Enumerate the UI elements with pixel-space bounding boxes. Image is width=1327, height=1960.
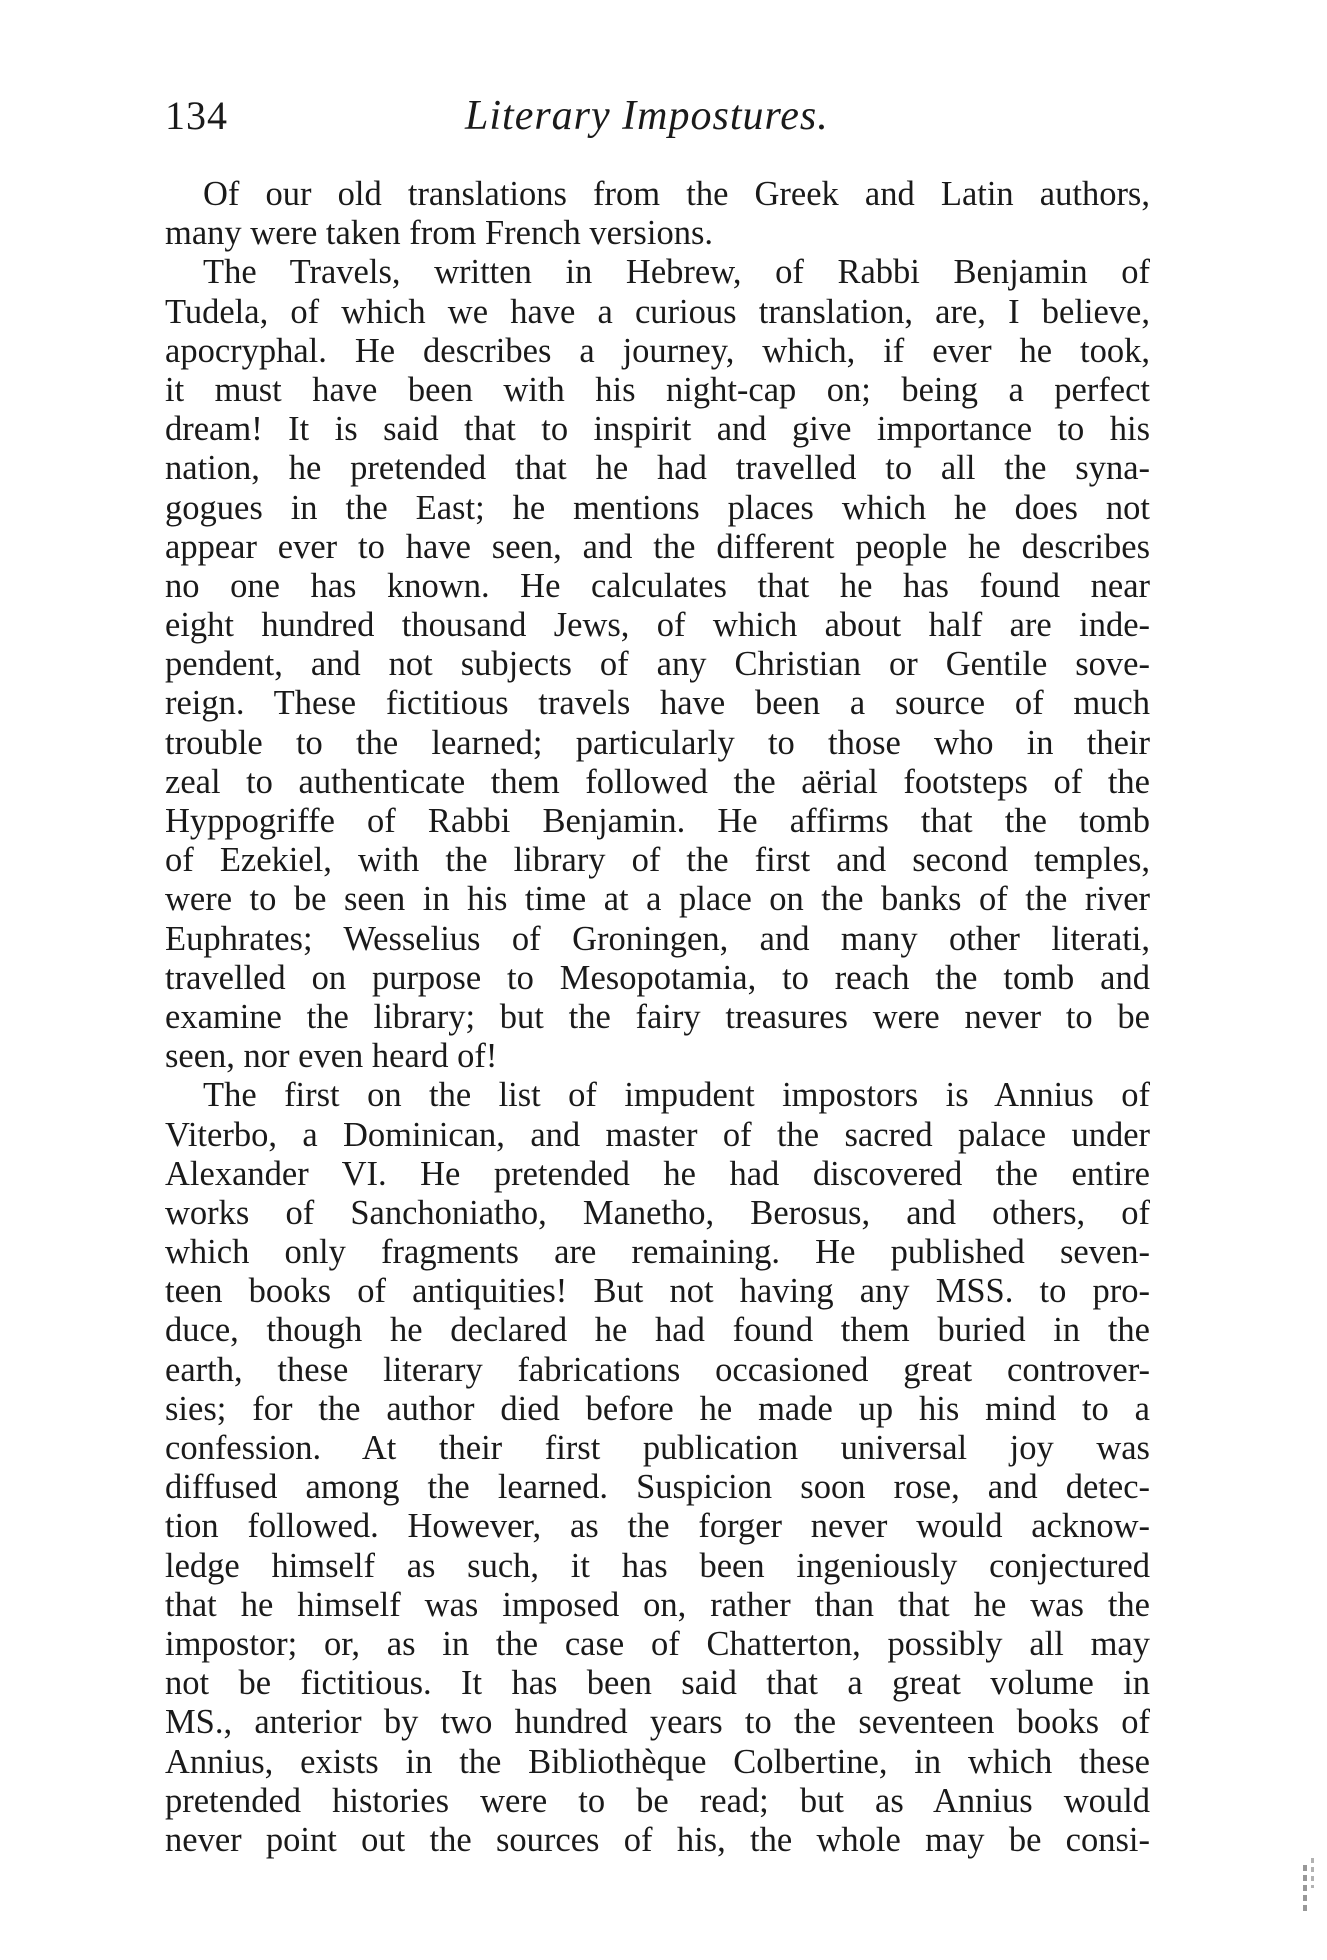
text-line: appear ever to have seen, and the different people he describes	[165, 527, 1150, 566]
text-line: diffused among the learned. Suspicion soon rose, and detec-	[165, 1468, 1150, 1507]
text-line: pendent, and not subjects of any Christian or Gentile sove-	[165, 645, 1150, 684]
text-line: The first on the list of impudent impostors is Annius of	[203, 1076, 1150, 1115]
text-line: examine the library; but the fairy treasures were never to be	[165, 997, 1150, 1036]
text-line: sies; for the author died before he made up his mind to a	[165, 1389, 1150, 1428]
text-line: Viterbo, a Dominican, and master of the sacred palace under	[165, 1115, 1150, 1154]
page-header	[165, 92, 1150, 152]
text-line: not be fictitious. It has been said that a great volume in	[165, 1664, 1150, 1703]
text-line: impostor; or, as in the case of Chatterton, possibly all may	[165, 1624, 1150, 1663]
text-line: tion followed. However, as the forger never would acknow-	[165, 1507, 1150, 1546]
text-line: it must have been with his night-cap on; being a perfect	[165, 370, 1150, 409]
text-line: dream! It is said that to inspirit and give importance to his	[165, 410, 1150, 449]
text-line: teen books of antiquities! But not having any MSS. to pro-	[165, 1272, 1150, 1311]
text-line: MS., anterior by two hundred years to the seventeen books of	[165, 1703, 1150, 1742]
text-line: no one has known. He calculates that he has found near	[165, 566, 1150, 605]
text-line: trouble to the learned; particularly to those who in their	[165, 723, 1150, 762]
text-line: many were taken from French versions.	[165, 214, 713, 253]
text-line: nation, he pretended that he had travelled to all the syna-	[165, 449, 1150, 488]
running-title: Literary Impostures.	[465, 93, 829, 139]
text-line: Alexander VI. He pretended he had discovered the entire	[165, 1154, 1150, 1193]
text-line: Annius, exists in the Bibliothèque Colbertine, in which these	[165, 1742, 1150, 1781]
text-line: ledge himself as such, it has been ingeniously conjectured	[165, 1546, 1150, 1585]
text-line: eight hundred thousand Jews, of which about half are inde-	[165, 606, 1150, 645]
text-line: works of Sanchoniatho, Manetho, Berosus, and others, of	[165, 1193, 1150, 1232]
body-text	[165, 175, 1150, 1860]
text-line: never point out the sources of his, the whole may be consi-	[165, 1820, 1150, 1859]
text-line: were to be seen in his time at a place on the banks of the river	[165, 880, 1150, 919]
text-line: Of our old translations from the Greek and Latin authors,	[203, 175, 1150, 213]
text-line: gogues in the East; he mentions places which he does not	[165, 488, 1150, 527]
text-line: zeal to authenticate them followed the aërial footsteps of the	[165, 762, 1150, 801]
text-line: that he himself was imposed on, rather than that he was the	[165, 1585, 1150, 1624]
text-line: Tudela, of which we have a curious translation, are, I believe,	[165, 292, 1150, 331]
text-line: duce, though he declared he had found them buried in the	[165, 1311, 1150, 1350]
text-line: seen, nor even heard of!	[165, 1037, 498, 1076]
margin-mark	[1303, 1865, 1307, 1913]
text-line: earth, these literary fabrications occasioned great controver-	[165, 1350, 1150, 1389]
text-line: reign. These fictitious travels have been a source of much	[165, 684, 1150, 723]
text-line: travelled on purpose to Mesopotamia, to reach the tomb and	[165, 958, 1150, 997]
text-line: apocryphal. He describes a journey, which, if ever he took,	[165, 331, 1150, 370]
text-line: confession. At their first publication universal joy was	[165, 1429, 1150, 1467]
text-line: which only fragments are remaining. He published seven-	[165, 1233, 1150, 1272]
text-line: Euphrates; Wesselius of Groningen, and many other literati,	[165, 919, 1150, 958]
text-line: pretended histories were to be read; but as Annius would	[165, 1781, 1150, 1820]
text-line: Hyppogriffe of Rabbi Benjamin. He affirms that the tomb	[165, 802, 1150, 840]
margin-mark	[1311, 1858, 1314, 1888]
text-line: The Travels, written in Hebrew, of Rabbi Benjamin of	[203, 253, 1150, 292]
page-number: 134	[165, 93, 228, 138]
text-line: of Ezekiel, with the library of the first and second temples,	[165, 841, 1150, 880]
